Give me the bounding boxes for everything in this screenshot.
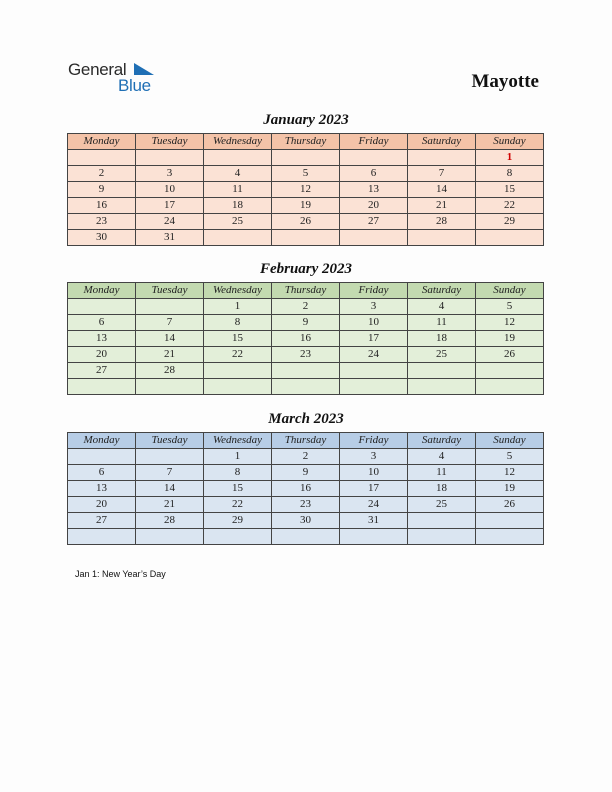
day-cell: 30 (272, 513, 340, 529)
day-cell: 22 (204, 347, 272, 363)
day-cell (408, 363, 476, 379)
day-cell: 13 (68, 331, 136, 347)
week-row (68, 481, 544, 497)
day-cell: 11 (408, 465, 476, 481)
week-row (68, 150, 544, 166)
weekday-header: Wednesday (204, 283, 272, 299)
day-cell: 12 (272, 182, 340, 198)
logo-word-general: General (68, 60, 127, 79)
day-cell (272, 379, 340, 395)
calendar-march (67, 432, 544, 545)
day-cell: 7 (136, 465, 204, 481)
day-cell: 24 (340, 497, 408, 513)
day-cell: 8 (476, 166, 544, 182)
weekday-header: Friday (340, 134, 408, 150)
day-cell: 21 (408, 198, 476, 214)
day-cell: 6 (68, 465, 136, 481)
day-cell: 19 (476, 331, 544, 347)
day-cell: 17 (340, 481, 408, 497)
day-cell: 5 (476, 449, 544, 465)
day-cell: 9 (68, 182, 136, 198)
day-cell: 12 (476, 315, 544, 331)
day-cell: 23 (68, 214, 136, 230)
day-cell (68, 150, 136, 166)
day-cell (136, 379, 204, 395)
day-cell: 20 (68, 497, 136, 513)
day-cell: 2 (272, 299, 340, 315)
weekday-header: Sunday (476, 433, 544, 449)
day-cell: 14 (136, 481, 204, 497)
day-cell: 1 (204, 449, 272, 465)
day-cell: 8 (204, 465, 272, 481)
weekday-header: Saturday (408, 433, 476, 449)
day-cell: 10 (136, 182, 204, 198)
week-row (68, 331, 544, 347)
day-cell (408, 379, 476, 395)
day-cell: 9 (272, 315, 340, 331)
day-cell: 3 (340, 449, 408, 465)
day-cell: 15 (204, 331, 272, 347)
day-cell: 15 (204, 481, 272, 497)
day-cell: 10 (340, 465, 408, 481)
week-row (68, 166, 544, 182)
week-row (68, 465, 544, 481)
day-cell (476, 363, 544, 379)
weekday-header: Tuesday (136, 433, 204, 449)
day-cell (272, 230, 340, 246)
day-cell: 19 (476, 481, 544, 497)
day-cell (408, 529, 476, 545)
day-cell (476, 513, 544, 529)
day-cell: 5 (272, 166, 340, 182)
day-cell: 2 (68, 166, 136, 182)
day-cell: 6 (340, 166, 408, 182)
country-title: Mayotte (471, 71, 539, 92)
day-cell: 27 (68, 513, 136, 529)
weekday-header: Tuesday (136, 134, 204, 150)
day-cell: 31 (340, 513, 408, 529)
day-cell: 7 (136, 315, 204, 331)
day-cell: 26 (476, 497, 544, 513)
day-cell (68, 449, 136, 465)
day-cell (136, 299, 204, 315)
day-cell (272, 150, 340, 166)
day-cell: 20 (68, 347, 136, 363)
day-cell: 23 (272, 497, 340, 513)
week-row (68, 363, 544, 379)
day-cell: 18 (408, 331, 476, 347)
day-cell (340, 150, 408, 166)
day-cell (136, 529, 204, 545)
day-cell: 16 (272, 331, 340, 347)
week-row (68, 315, 544, 331)
day-cell: 21 (136, 347, 204, 363)
week-row (68, 449, 544, 465)
day-cell: 28 (136, 363, 204, 379)
day-cell: 17 (340, 331, 408, 347)
weekday-header: Tuesday (136, 283, 204, 299)
week-row (68, 230, 544, 246)
day-cell (476, 230, 544, 246)
day-cell: 2 (272, 449, 340, 465)
day-cell (204, 150, 272, 166)
weekday-header: Sunday (476, 134, 544, 150)
day-cell: 31 (136, 230, 204, 246)
week-row (68, 513, 544, 529)
day-cell: 23 (272, 347, 340, 363)
logo (68, 60, 178, 96)
day-cell: 11 (204, 182, 272, 198)
month-title-january: January 2023 (263, 112, 349, 128)
week-row (68, 347, 544, 363)
week-row (68, 497, 544, 513)
day-cell: 29 (204, 513, 272, 529)
day-cell: 6 (68, 315, 136, 331)
weekday-header: Wednesday (204, 433, 272, 449)
day-cell: 16 (68, 198, 136, 214)
day-cell (408, 150, 476, 166)
day-cell (68, 299, 136, 315)
week-row (68, 529, 544, 545)
weekday-header: Thursday (272, 283, 340, 299)
day-cell: 26 (476, 347, 544, 363)
day-cell: 26 (272, 214, 340, 230)
day-cell (272, 529, 340, 545)
day-cell: 15 (476, 182, 544, 198)
day-cell: 4 (408, 449, 476, 465)
day-cell: 27 (68, 363, 136, 379)
day-cell (476, 529, 544, 545)
day-cell: 25 (204, 214, 272, 230)
day-cell (136, 449, 204, 465)
day-cell: 25 (408, 497, 476, 513)
weekday-header: Wednesday (204, 134, 272, 150)
day-cell: 19 (272, 198, 340, 214)
day-cell: 22 (204, 497, 272, 513)
week-row (68, 299, 544, 315)
day-cell: 21 (136, 497, 204, 513)
day-cell (204, 379, 272, 395)
day-cell: 22 (476, 198, 544, 214)
month-title-march: March 2023 (268, 411, 344, 427)
weekday-header: Thursday (272, 134, 340, 150)
day-cell: 3 (340, 299, 408, 315)
day-cell: 24 (340, 347, 408, 363)
week-row (68, 182, 544, 198)
day-cell: 14 (408, 182, 476, 198)
calendar-february (67, 282, 544, 395)
day-cell (136, 150, 204, 166)
day-cell: 25 (408, 347, 476, 363)
weekday-header: Sunday (476, 283, 544, 299)
day-cell (68, 379, 136, 395)
day-cell (204, 230, 272, 246)
weekday-header-row (68, 283, 544, 299)
week-row (68, 379, 544, 395)
day-cell: 16 (272, 481, 340, 497)
holiday-day-cell: 1 (476, 150, 544, 166)
day-cell (340, 529, 408, 545)
day-cell: 17 (136, 198, 204, 214)
day-cell (204, 529, 272, 545)
day-cell: 12 (476, 465, 544, 481)
day-cell: 30 (68, 230, 136, 246)
week-row (68, 198, 544, 214)
day-cell: 11 (408, 315, 476, 331)
day-cell (68, 529, 136, 545)
weekday-header: Monday (68, 134, 136, 150)
day-cell (476, 379, 544, 395)
day-cell (204, 363, 272, 379)
logo-word-blue: Blue (118, 76, 151, 95)
day-cell: 27 (340, 214, 408, 230)
day-cell: 28 (408, 214, 476, 230)
day-cell: 1 (204, 299, 272, 315)
month-title-february: February 2023 (259, 261, 353, 277)
day-cell: 20 (340, 198, 408, 214)
weekday-header: Monday (68, 433, 136, 449)
day-cell (408, 513, 476, 529)
weekday-header: Saturday (408, 283, 476, 299)
day-cell: 9 (272, 465, 340, 481)
day-cell: 4 (408, 299, 476, 315)
day-cell (272, 363, 340, 379)
day-cell: 7 (408, 166, 476, 182)
day-cell: 18 (204, 198, 272, 214)
weekday-header-row (68, 134, 544, 150)
day-cell: 3 (136, 166, 204, 182)
day-cell (340, 363, 408, 379)
logo-triangle-icon (134, 63, 154, 75)
holiday-note: Jan 1: New Year’s Day (75, 569, 166, 579)
weekday-header: Friday (340, 433, 408, 449)
weekday-header: Thursday (272, 433, 340, 449)
day-cell: 13 (340, 182, 408, 198)
day-cell: 10 (340, 315, 408, 331)
day-cell: 28 (136, 513, 204, 529)
calendar-january (67, 133, 544, 246)
weekday-header: Saturday (408, 134, 476, 150)
weekday-header: Friday (340, 283, 408, 299)
day-cell: 14 (136, 331, 204, 347)
day-cell (340, 230, 408, 246)
weekday-header: Monday (68, 283, 136, 299)
day-cell: 24 (136, 214, 204, 230)
day-cell: 4 (204, 166, 272, 182)
day-cell: 13 (68, 481, 136, 497)
week-row (68, 214, 544, 230)
day-cell: 29 (476, 214, 544, 230)
day-cell: 5 (476, 299, 544, 315)
weekday-header-row (68, 433, 544, 449)
day-cell (340, 379, 408, 395)
day-cell (408, 230, 476, 246)
day-cell: 8 (204, 315, 272, 331)
day-cell: 18 (408, 481, 476, 497)
